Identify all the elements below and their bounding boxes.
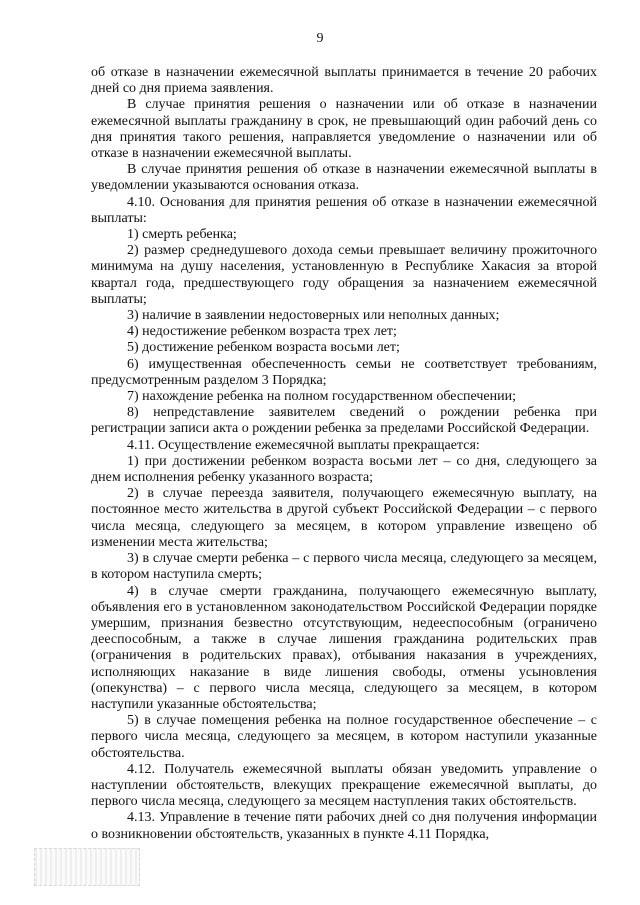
clause-4-11: 4.11. Осуществление ежемесячной выплаты прекращается: <box>127 437 480 453</box>
document-body <box>91 65 597 843</box>
list-item-4-11-3: 3) в случае смерти ребенка – с первого числа месяца, следующего за месяцем, в котором наступила смерть; <box>91 551 597 583</box>
list-item-4-10-6: 6) имущественная обеспеченность семьи не соответствует требованиям, предусмотренным разделом 3 Порядка; <box>91 356 597 388</box>
list-item-4-10-3: 3) наличие в заявлении недостоверных или неполных данных; <box>127 308 500 324</box>
page-number: 9 <box>316 31 324 46</box>
list-item-4-10-1: 1) смерть ребенка; <box>127 227 237 243</box>
paragraph-refusal-reasons-note: В случае принятия решения об отказе в назначении ежемесячной выплаты в уведомлении указываются основания отказа. <box>91 162 597 194</box>
list-item-4-10-5: 5) достижение ребенком возраста восьми лет; <box>127 340 400 356</box>
list-item-4-11-4: 4) в случае смерти гражданина, получающего ежемесячную выплату, объявления его в установленном законодательством Российской Федерации порядке умершим, признания безвестно отсутствующим, недееспособным (ограничено дееспособным, а также в случае лишения гражданина родительских прав (ограничения в родительских правах), отбывания наказания в учреждениях, исполняющих наказание в виде лишения свободы, отмены усыновления (опекунства) – с первого числа месяца, следующего за месяцем, в котором наступили указанные обстоятельства; <box>91 583 597 712</box>
list-item-4-11-1: 1) при достижении ребенком возраста восьми лет – со дня, следующего за днем исполнения ребенку указанного возраста; <box>91 453 597 486</box>
list-item-4-10-4: 4) недостижение ребенком возраста трех лет; <box>127 324 397 340</box>
paragraph-continuation: об отказе в назначении ежемесячной выплаты принимается в течение 20 рабочих дней со дня приема заявления. <box>91 65 597 97</box>
list-item-4-10-7: 7) нахождение ребенка на полном государственном обеспечении; <box>127 389 517 405</box>
list-item-4-11-2: 2) в случае переезда заявителя, получающего ежемесячную выплату, на постоянное место жительства в другой субъект Российской Федерации – с первого числа месяца, следующего за месяцем, в котором управление извещено об изменении места жительства; <box>91 486 597 550</box>
faded-stamp-mark <box>34 848 140 886</box>
clause-4-10: 4.10. Основания для принятия решения об отказе в назначении ежемесячной выплаты: <box>91 194 597 226</box>
list-item-4-10-8: 8) непредставление заявителем сведений о рождении ребенка при регистрации записи акта о рождении ребенка за пределами Российской Федерации. <box>91 405 597 437</box>
list-item-4-11-5: 5) в случае помещения ребенка на полное государственное обеспечение – с первого числа месяца, следующего за месяцем, в котором наступили указанные обстоятельства. <box>91 713 597 761</box>
clause-4-12: 4.12. Получатель ежемесячной выплаты обязан уведомить управление о наступлении обстоятельств, влекущих прекращение ежемесячной выплаты, до первого числа месяца, следующего за месяцем наступления таких обстоятельств. <box>91 761 597 810</box>
list-item-4-10-2: 2) размер среднедушевого дохода семьи превышает величину прожиточного минимума на душу населения, установленную в Республике Хакасия за второй квартал года, предшествующего году обращения за назначением ежемесячной выплаты; <box>91 243 597 307</box>
paragraph-notification-decision: В случае принятия решения о назначении или об отказе в назначении ежемесячной выплаты гражданину в срок, не превышающий один рабочий день со дня принятия такого решения, направляется уведомление о назначении или об отказе в назначении ежемесячной выплаты. <box>91 97 597 162</box>
clause-4-13: 4.13. Управление в течение пяти рабочих дней со дня получения информации о возникновении обстоятельств, указанных в пункте 4.11 Порядка, <box>91 810 597 842</box>
